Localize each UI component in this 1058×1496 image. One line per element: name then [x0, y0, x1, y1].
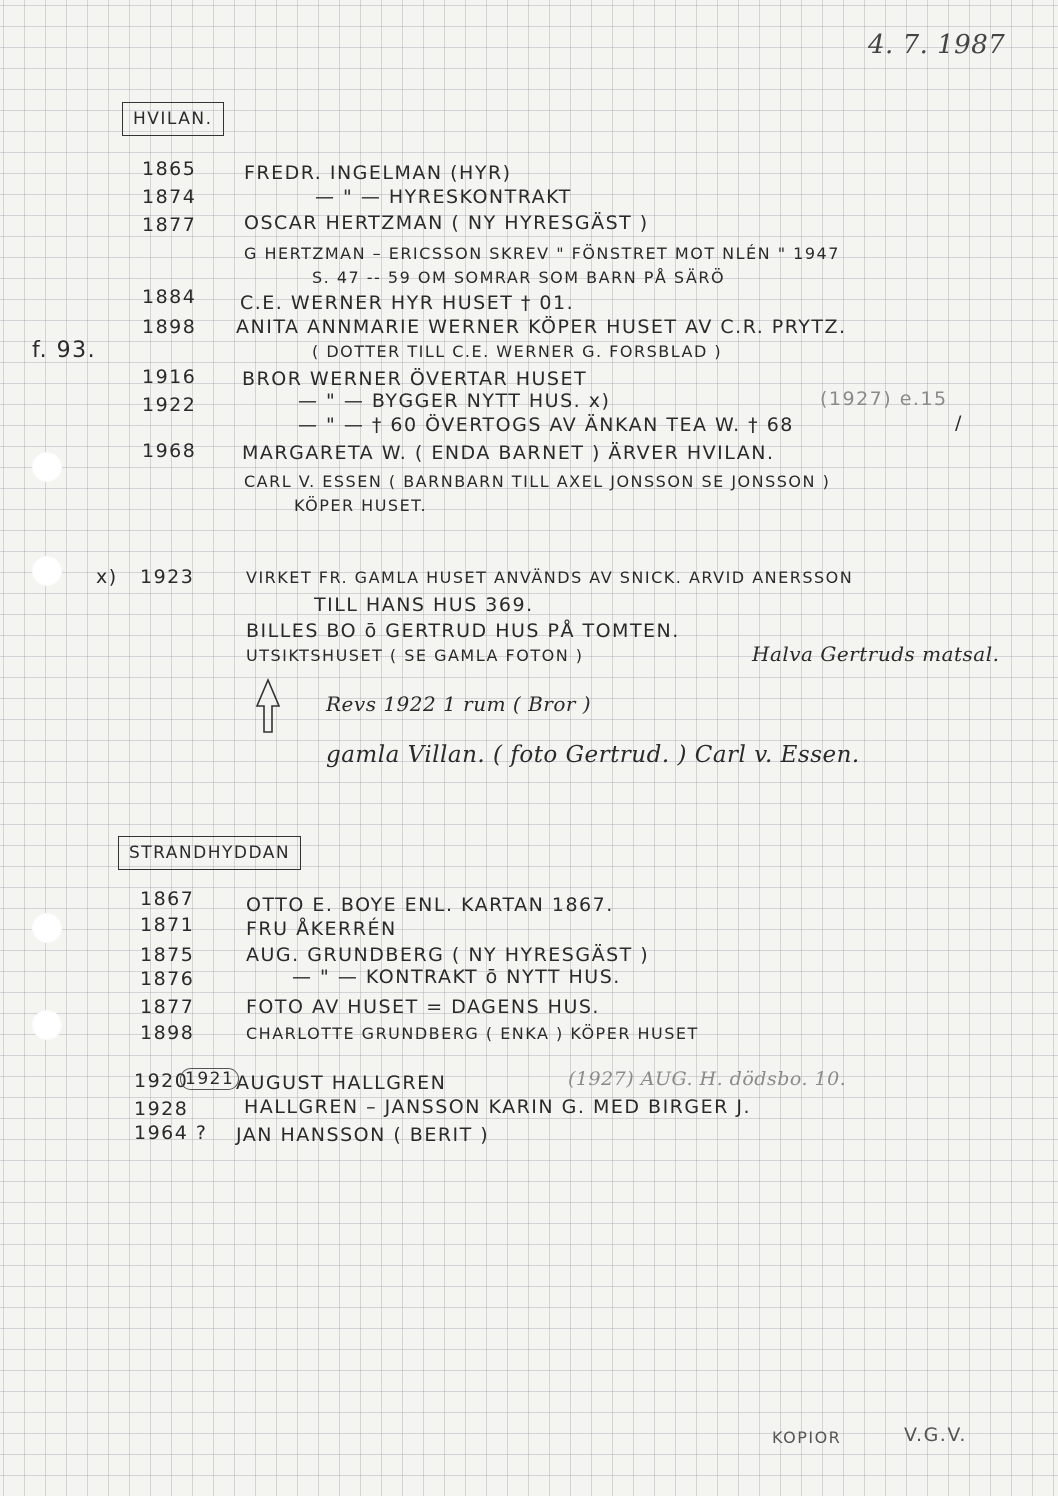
entry-text: MARGARETA W. ( ENDA BARNET ) ÄRVER HVILAN.	[242, 442, 775, 464]
signature-copies: KOPIOR	[772, 1428, 842, 1447]
pencil-note: (1927) AUG. H. dödsbo. 10.	[568, 1068, 847, 1090]
entry-text: ( DOTTER TILL C.E. WERNER G. FORSBLAD )	[312, 342, 723, 361]
strandhyddan-heading: STRANDHYDDAN	[118, 836, 301, 870]
entry-year: 1865	[142, 158, 197, 180]
entry-text: G HERTZMAN – ERICSSON SKREV " FÖNSTRET MOT NLÉN " 1947	[244, 244, 840, 263]
entry-year: 1898	[140, 1022, 195, 1044]
entry-text: FREDR. INGELMAN (HYR)	[244, 162, 512, 184]
entry-year: 1867	[140, 888, 195, 910]
footnote-cursive-tail: Halva Gertruds matsal.	[752, 642, 1000, 666]
pencil-note: (1927) e.15	[820, 388, 948, 410]
footnote-line: VIRKET FR. GAMLA HUSET ANVÄNDS AV SNICK. ARVID ANERSSON	[246, 568, 854, 587]
footnote-cursive-line: gamla Villan. ( foto Gertrud. ) Carl v. Essen.	[326, 742, 860, 768]
entry-text: HALLGREN – JANSSON KARIN G. MED BIRGER J.	[244, 1096, 751, 1118]
entry-text: FRU ÅKERRÉN	[246, 918, 397, 940]
entry-year: 1874	[142, 186, 197, 208]
entry-text: CARL V. ESSEN ( BARNBARN TILL AXEL JONSSON SE JONSSON )	[244, 472, 831, 491]
entry-year: 1968	[142, 440, 197, 462]
entry-text: JAN HANSSON ( BERIT )	[236, 1124, 490, 1146]
entry-year: 1964 ?	[134, 1122, 208, 1144]
punch-hole	[32, 1010, 62, 1040]
punch-hole	[32, 452, 62, 482]
entry-year: 1876	[140, 968, 195, 990]
entry-text: — " — HYRESKONTRAKT	[315, 186, 572, 208]
entry-year: 1884	[142, 286, 197, 308]
entry-text: — " — † 60 ÖVERTOGS AV ÄNKAN TEA W. † 68	[298, 414, 794, 436]
entry-text: S. 47 -- 59 OM SOMRAR SOM BARN PÅ SÄRÖ	[312, 268, 726, 287]
entry-text: ANITA ANNMARIE WERNER KÖPER HUSET AV C.R. PRYTZ.	[236, 316, 847, 338]
entry-text: — " — KONTRAKT ō NYTT HUS.	[292, 966, 621, 988]
entry-year: 1922	[142, 394, 197, 416]
up-arrow-icon	[253, 678, 283, 734]
footnote-line: BILLES BO ō GERTRUD HUS PÅ TOMTEN.	[246, 620, 680, 642]
entry-text: AUGUST HALLGREN	[236, 1072, 447, 1094]
hvilan-heading: HVILAN.	[122, 102, 224, 136]
footnote-year: 1923	[140, 566, 195, 588]
entry-year: 1877	[142, 214, 197, 236]
arrow-note: Revs 1922 1 rum ( Bror )	[326, 692, 592, 716]
hvilan-margin-note: f. 93.	[32, 338, 97, 363]
entry-year: 1898	[142, 316, 197, 338]
entry-text: C.E. WERNER HYR HUSET † 01.	[240, 292, 575, 314]
entry-year: 1928	[134, 1098, 189, 1120]
entry-year: 1877	[140, 996, 195, 1018]
page-date: 4. 7. 1987	[868, 30, 1006, 60]
entry-year: 1916	[142, 366, 197, 388]
footnote-marker: x)	[96, 566, 118, 588]
entry-year: 1920	[134, 1070, 189, 1092]
entry-text: — " — BYGGER NYTT HUS. x)	[298, 390, 611, 412]
entry-text: OTTO E. BOYE ENL. KARTAN 1867.	[246, 894, 614, 916]
punch-hole	[32, 913, 62, 943]
entry-year: 1875	[140, 944, 195, 966]
entry-year: 1871	[140, 914, 195, 936]
circled-year: 1921	[180, 1068, 239, 1090]
punch-hole	[32, 556, 62, 586]
entry-text: CHARLOTTE GRUNDBERG ( ENKA ) KÖPER HUSET	[246, 1024, 699, 1043]
footnote-line: UTSIKTSHUSET ( SE GAMLA FOTON )	[246, 646, 584, 665]
entry-text: FOTO AV HUSET = DAGENS HUS.	[246, 996, 600, 1018]
entry-text: BROR WERNER ÖVERTAR HUSET	[242, 368, 588, 390]
entry-text: OSCAR HERTZMAN ( NY HYRESGÄST )	[244, 212, 649, 234]
entry-text: KÖPER HUSET.	[294, 496, 428, 515]
entry-text: AUG. GRUNDBERG ( NY HYRESGÄST )	[246, 944, 650, 966]
footnote-line: TILL HANS HUS 369.	[314, 594, 534, 616]
tick-mark: /	[955, 412, 963, 434]
signature-initials: V.G.V.	[904, 1424, 967, 1446]
